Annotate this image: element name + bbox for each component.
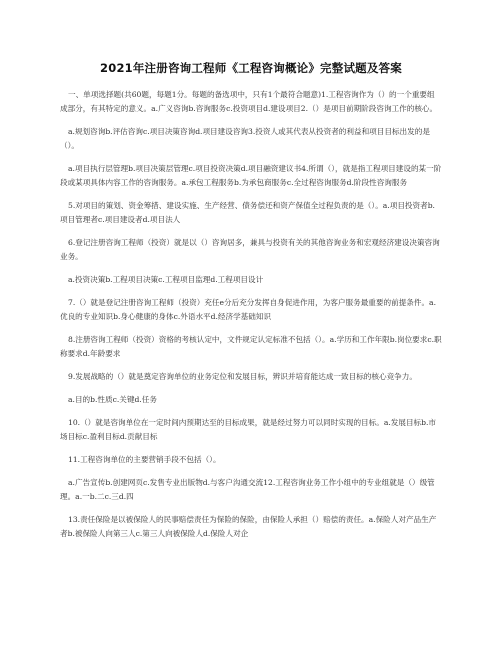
paragraph-6: a.投资决策b.工程项目决策c.工程项目监理d.工程项目设计 xyxy=(68,275,264,284)
paragraph-10: a.目的b.性质c.关键d.任务 xyxy=(68,395,157,404)
paragraph-12: 11.工程咨询单位的主要营销手段不包括（）。 xyxy=(68,455,221,464)
paragraph-1: 一、单项选择题(共60题，每题1分。每题的备选项中，只有1个最符合题意)1.工程咨询作为（）的一个重要组成部分，有其特定的意义。a.广义咨询b.咨询服务c.投资项目d.建设项目2.（）是项目前期阶段咨询工作的核心。 xyxy=(60,90,438,113)
paragraph-5: 6.登记注册咨询工程师（投资）就是以（）咨询居多，兼具与投资有关的其他咨询业务和宏观经济建设决策咨询业务。 xyxy=(60,238,440,261)
paragraph-7: 7.（）就是登记注册咨询工程师（投资）充任e分后充分发挥自身促进作用，为客户服务最重要的前提条件。a.优良的专业知识b.身心健康的身体c.外语水平d.经济学基础知识 xyxy=(60,298,436,321)
paragraph-11: 10.（）就是咨询单位在一定时间内预期达至的目标成果，就是经过努力可以同时实现的目标。a.发展目标b.市场目标c.盈利目标d.贡献目标 xyxy=(60,418,437,441)
paragraph-14: 13.责任保险是以被保险人的民事赔偿责任为保险的保险，由保险人承担（）赔偿的责任。a.保险人对产品生产者b.被保险人向第三人c.第三人向被保险人d.保险人对企 xyxy=(60,515,437,538)
paragraph-8: 8.注册咨询工程师（投资）资格的考核认定中，文件规定认定标准不包括（）。a.学历和工作年限b.岗位要求c.职称要求d.年龄要求 xyxy=(60,335,442,358)
paragraph-3: a.项目执行层管理b.项目决策层管理c.项目投资决策d.项目融资建议书4.所谓（），就是指工程项目建设的某一阶段或某项具体内容工作的咨询服务。a.承包工程服务b.为承包商服务c.全过程咨询服务d.阶段性咨询服务 xyxy=(60,164,442,187)
paragraph-9: 9.发展战略的（）就是奠定咨询单位的业务定位和发展目标，辨识并培育能达成一致目标的核心竞争力。 xyxy=(68,372,417,381)
paragraph-2: a.规划咨询b.评估咨询c.项目决策咨询d.项目建设咨询3.投资人或其代表从投资者的利益和项目目标出发的是（）。 xyxy=(60,127,430,150)
paragraph-13: a.广告宣传b.创建网页c.发售专业出版物d.与客户沟通交流12.工程咨询业务工作小组中的专业组就是（）级管理。a.一b.二c.三d.四 xyxy=(60,478,435,501)
paragraph-4: 5.对项目的策划、资金筹措、建设实施、生产经营、债务偿还和资产保值全过程负责的是（）。a.项目投资者b.项目管理者c.项目建设者d.项目法人 xyxy=(60,201,435,224)
document-title: 2021年注册咨询工程师《工程咨询概论》完整试题及答案 xyxy=(100,61,402,75)
